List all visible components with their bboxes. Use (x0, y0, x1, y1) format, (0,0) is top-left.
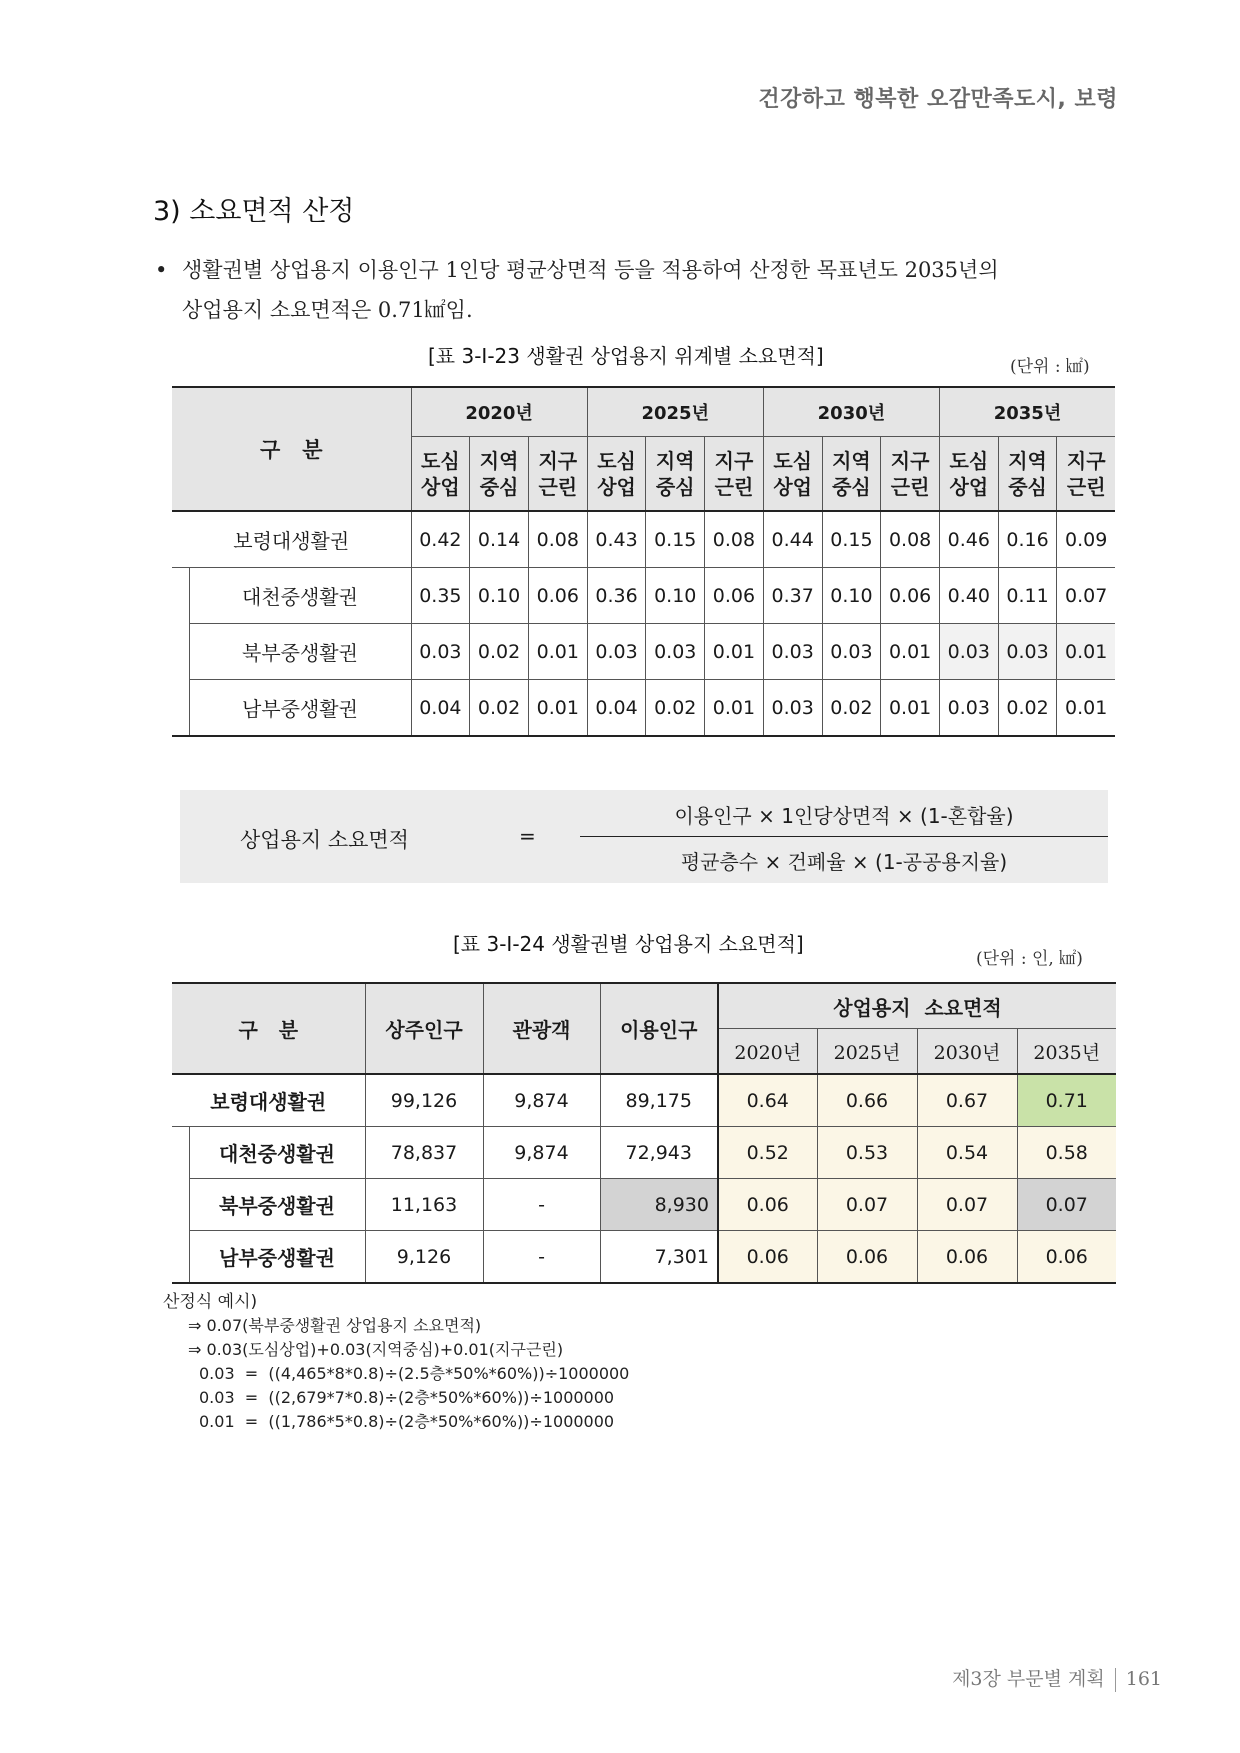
table1 (172, 386, 1115, 737)
footer-chapter: 제3장 부문별 계획 (952, 1668, 1105, 1690)
table2-header-area: 상업용지 소요면적 (718, 983, 1116, 1029)
table2-cell: 0.67 (917, 1074, 1017, 1127)
calculation-notes (163, 1290, 629, 1434)
table2-cell: 0.54 (917, 1127, 1017, 1179)
table1-subheader: 지역 중심 (998, 437, 1057, 512)
bullet-line-2: 상업용지 소요면적은 0.71㎢임. (182, 298, 473, 322)
notes-line: ⇒ 0.07(북부중생활권 상업용지 소요면적) (188, 1316, 482, 1335)
notes-title: 산정식 예시) (163, 1292, 258, 1312)
table1-cell: 0.04 (411, 680, 470, 737)
table2-cell-highlight: 0.71 (1017, 1074, 1116, 1127)
table2-cell: - (483, 1179, 600, 1231)
table1-caption: [표 3-Ⅰ-23 생활권 상업용지 위계별 소요면적] (428, 344, 824, 368)
table1-cell: 0.11 (998, 568, 1057, 624)
table1-cell: 0.06 (528, 568, 587, 624)
table1-cell: 0.35 (411, 568, 470, 624)
table1-cell: 0.46 (939, 511, 998, 568)
table1-year-header: 2035년 (939, 387, 1115, 437)
table1-cell: 0.08 (528, 511, 587, 568)
table1-indent (172, 568, 189, 737)
formula-denominator: 평균층수 × 건폐율 × (1-공공용지율) (680, 850, 1008, 874)
table2-cell-highlight: 0.07 (1017, 1179, 1116, 1231)
table1-subheader: 도심 상업 (763, 437, 822, 512)
table1-cell: 0.01 (1057, 624, 1115, 680)
table1-cell: 0.02 (822, 680, 881, 737)
table2-row-label: 북부중생활권 (189, 1179, 365, 1231)
table2-cell: 78,837 (365, 1127, 483, 1179)
table2-cell: 99,126 (365, 1074, 483, 1127)
table1-cell: 0.03 (998, 624, 1057, 680)
table2-cell: 0.06 (917, 1231, 1017, 1284)
table1-cell: 0.37 (763, 568, 822, 624)
table1-cell: 0.03 (411, 624, 470, 680)
table1-cell: 0.01 (881, 680, 940, 737)
table1-cell: 0.04 (587, 680, 646, 737)
table2-cell: 7,301 (600, 1231, 718, 1284)
page-number: 161 (1125, 1668, 1162, 1690)
table2-row (172, 1179, 1116, 1231)
formula-fraction-line (580, 836, 1108, 837)
table2-header-user: 이용인구 (600, 983, 718, 1074)
table1-cell: 0.01 (705, 680, 764, 737)
table2-cell: 11,163 (365, 1179, 483, 1231)
table1-cell: 0.07 (1057, 568, 1115, 624)
table2-cell: 0.66 (817, 1074, 917, 1127)
table1-subheader: 지역 중심 (822, 437, 881, 512)
table2-row-label: 남부중생활권 (189, 1231, 365, 1284)
table2 (172, 982, 1116, 1284)
table1-subheader: 도심 상업 (411, 437, 470, 512)
table1-year-header: 2025년 (587, 387, 763, 437)
table2-cell: 89,175 (600, 1074, 718, 1127)
table1-row-label: 대천중생활권 (189, 568, 411, 624)
table1-subheader: 지역 중심 (470, 437, 529, 512)
table1-year-header: 2030년 (763, 387, 939, 437)
formula-equals: = (519, 824, 536, 848)
table1-cell: 0.01 (528, 624, 587, 680)
table1-row (172, 624, 1115, 680)
table1-cell: 0.03 (763, 624, 822, 680)
table2-unit: (단위 : 인, ㎢) (976, 949, 1083, 969)
table1-cell: 0.02 (998, 680, 1057, 737)
table1-subheader: 지구 근린 (881, 437, 940, 512)
table1-subheader: 지역 중심 (646, 437, 705, 512)
table2-cell: 0.58 (1017, 1127, 1116, 1179)
table1-subheader: 지구 근린 (705, 437, 764, 512)
table2-cell: 72,943 (600, 1127, 718, 1179)
table1-subheader: 도심 상업 (939, 437, 998, 512)
formula-numerator: 이용인구 × 1인당상면적 × (1-혼합율) (674, 804, 1014, 828)
formula-label: 상업용지 소요면적 (240, 828, 409, 852)
bullet-paragraph (155, 250, 1130, 330)
table1-cell: 0.02 (470, 624, 529, 680)
table1-cell: 0.44 (763, 511, 822, 568)
table2-cell: 9,126 (365, 1231, 483, 1284)
table1-cell: 0.08 (881, 511, 940, 568)
table2-year-header: 2020년 (718, 1029, 817, 1075)
running-header: 건강하고 행복한 오감만족도시, 보령 (758, 87, 1118, 112)
table1-row-label: 남부중생활권 (189, 680, 411, 737)
notes-line: ⇒ 0.03(도심상업)+0.03(지역중심)+0.01(지구근린) (188, 1340, 564, 1359)
table2-row (172, 1231, 1116, 1284)
table1-cell: 0.40 (939, 568, 998, 624)
table2-cell-highlight: 8,930 (600, 1179, 718, 1231)
table2-cell: - (483, 1231, 600, 1284)
table2-cell: 0.07 (817, 1179, 917, 1231)
table1-row (172, 568, 1115, 624)
table1-row (172, 511, 1115, 568)
table1-cell: 0.43 (587, 511, 646, 568)
table1-cell: 0.03 (822, 624, 881, 680)
table1-row-label: 북부중생활권 (189, 624, 411, 680)
table2-year-header: 2035년 (1017, 1029, 1116, 1075)
notes-line: 0.03 = ((2,679*7*0.8)÷(2층*50%*60%))÷1000000 (199, 1388, 615, 1407)
table1-cell: 0.03 (587, 624, 646, 680)
table1-cell: 0.03 (939, 624, 998, 680)
table2-header-resident: 상주인구 (365, 983, 483, 1074)
footer-divider (1115, 1668, 1116, 1692)
table2-cell: 0.06 (817, 1231, 917, 1284)
table1-subheader: 지구 근린 (528, 437, 587, 512)
table1-cell: 0.14 (470, 511, 529, 568)
table2-corner: 구 분 (172, 983, 365, 1074)
table2-cell: 9,874 (483, 1074, 600, 1127)
table1-cell: 0.10 (470, 568, 529, 624)
table1-cell: 0.36 (587, 568, 646, 624)
notes-line: 0.01 = ((1,786*5*0.8)÷(2층*50%*60%))÷1000000 (199, 1412, 615, 1431)
notes-line: 0.03 = ((4,465*8*0.8)÷(2.5층*50%*60%))÷1000000 (199, 1364, 630, 1383)
table2-cell: 9,874 (483, 1127, 600, 1179)
table1-cell: 0.15 (646, 511, 705, 568)
table2-row (172, 1127, 1116, 1179)
table1-corner: 구 분 (172, 387, 411, 511)
table1-cell: 0.16 (998, 511, 1057, 568)
table1-cell: 0.42 (411, 511, 470, 568)
table2-cell: 0.53 (817, 1127, 917, 1179)
table1-cell: 0.15 (822, 511, 881, 568)
table1-subheader: 도심 상업 (587, 437, 646, 512)
table2-cell: 0.64 (718, 1074, 817, 1127)
table1-cell: 0.02 (646, 680, 705, 737)
table1-cell: 0.09 (1057, 511, 1115, 568)
bullet-line-1: 생활권별 상업용지 이용인구 1인당 평균상면적 등을 적용하여 산정한 목표년도 2035년의 (182, 258, 999, 282)
table1-year-header: 2020년 (411, 387, 587, 437)
table1-cell: 0.01 (881, 624, 940, 680)
table2-cell: 0.06 (1017, 1231, 1116, 1284)
section-title: 3) 소요면적 산정 (153, 196, 355, 227)
table2-year-header: 2025년 (817, 1029, 917, 1075)
table1-cell: 0.03 (763, 680, 822, 737)
table1-cell: 0.03 (646, 624, 705, 680)
table2-row-label: 보령대생활권 (172, 1074, 365, 1127)
table2-row (172, 1074, 1116, 1127)
table2-cell: 0.52 (718, 1127, 817, 1179)
page-footer (952, 1664, 1162, 1692)
table2-row-label: 대천중생활권 (189, 1127, 365, 1179)
table2-header-tourist: 관광객 (483, 983, 600, 1074)
table1-cell: 0.10 (822, 568, 881, 624)
table1-unit: (단위 : ㎢) (1010, 357, 1090, 377)
table1-cell: 0.06 (881, 568, 940, 624)
table1-cell: 0.08 (705, 511, 764, 568)
table1-cell: 0.06 (705, 568, 764, 624)
table2-indent (172, 1127, 189, 1284)
table1-cell: 0.01 (528, 680, 587, 737)
table1-cell: 0.01 (705, 624, 764, 680)
table1-cell: 0.10 (646, 568, 705, 624)
table2-cell: 0.07 (917, 1179, 1017, 1231)
table1-cell: 0.02 (470, 680, 529, 737)
table1-row (172, 680, 1115, 737)
table2-cell: 0.06 (718, 1179, 817, 1231)
bullet-dot-icon: • (155, 258, 168, 282)
table1-subheader: 지구 근린 (1057, 437, 1115, 512)
table2-year-header: 2030년 (917, 1029, 1017, 1075)
table1-cell: 0.01 (1057, 680, 1115, 737)
table1-cell: 0.03 (939, 680, 998, 737)
table1-row-label: 보령대생활권 (172, 511, 411, 568)
table2-caption: [표 3-Ⅰ-24 생활권별 상업용지 소요면적] (453, 932, 804, 956)
table2-cell: 0.06 (718, 1231, 817, 1284)
